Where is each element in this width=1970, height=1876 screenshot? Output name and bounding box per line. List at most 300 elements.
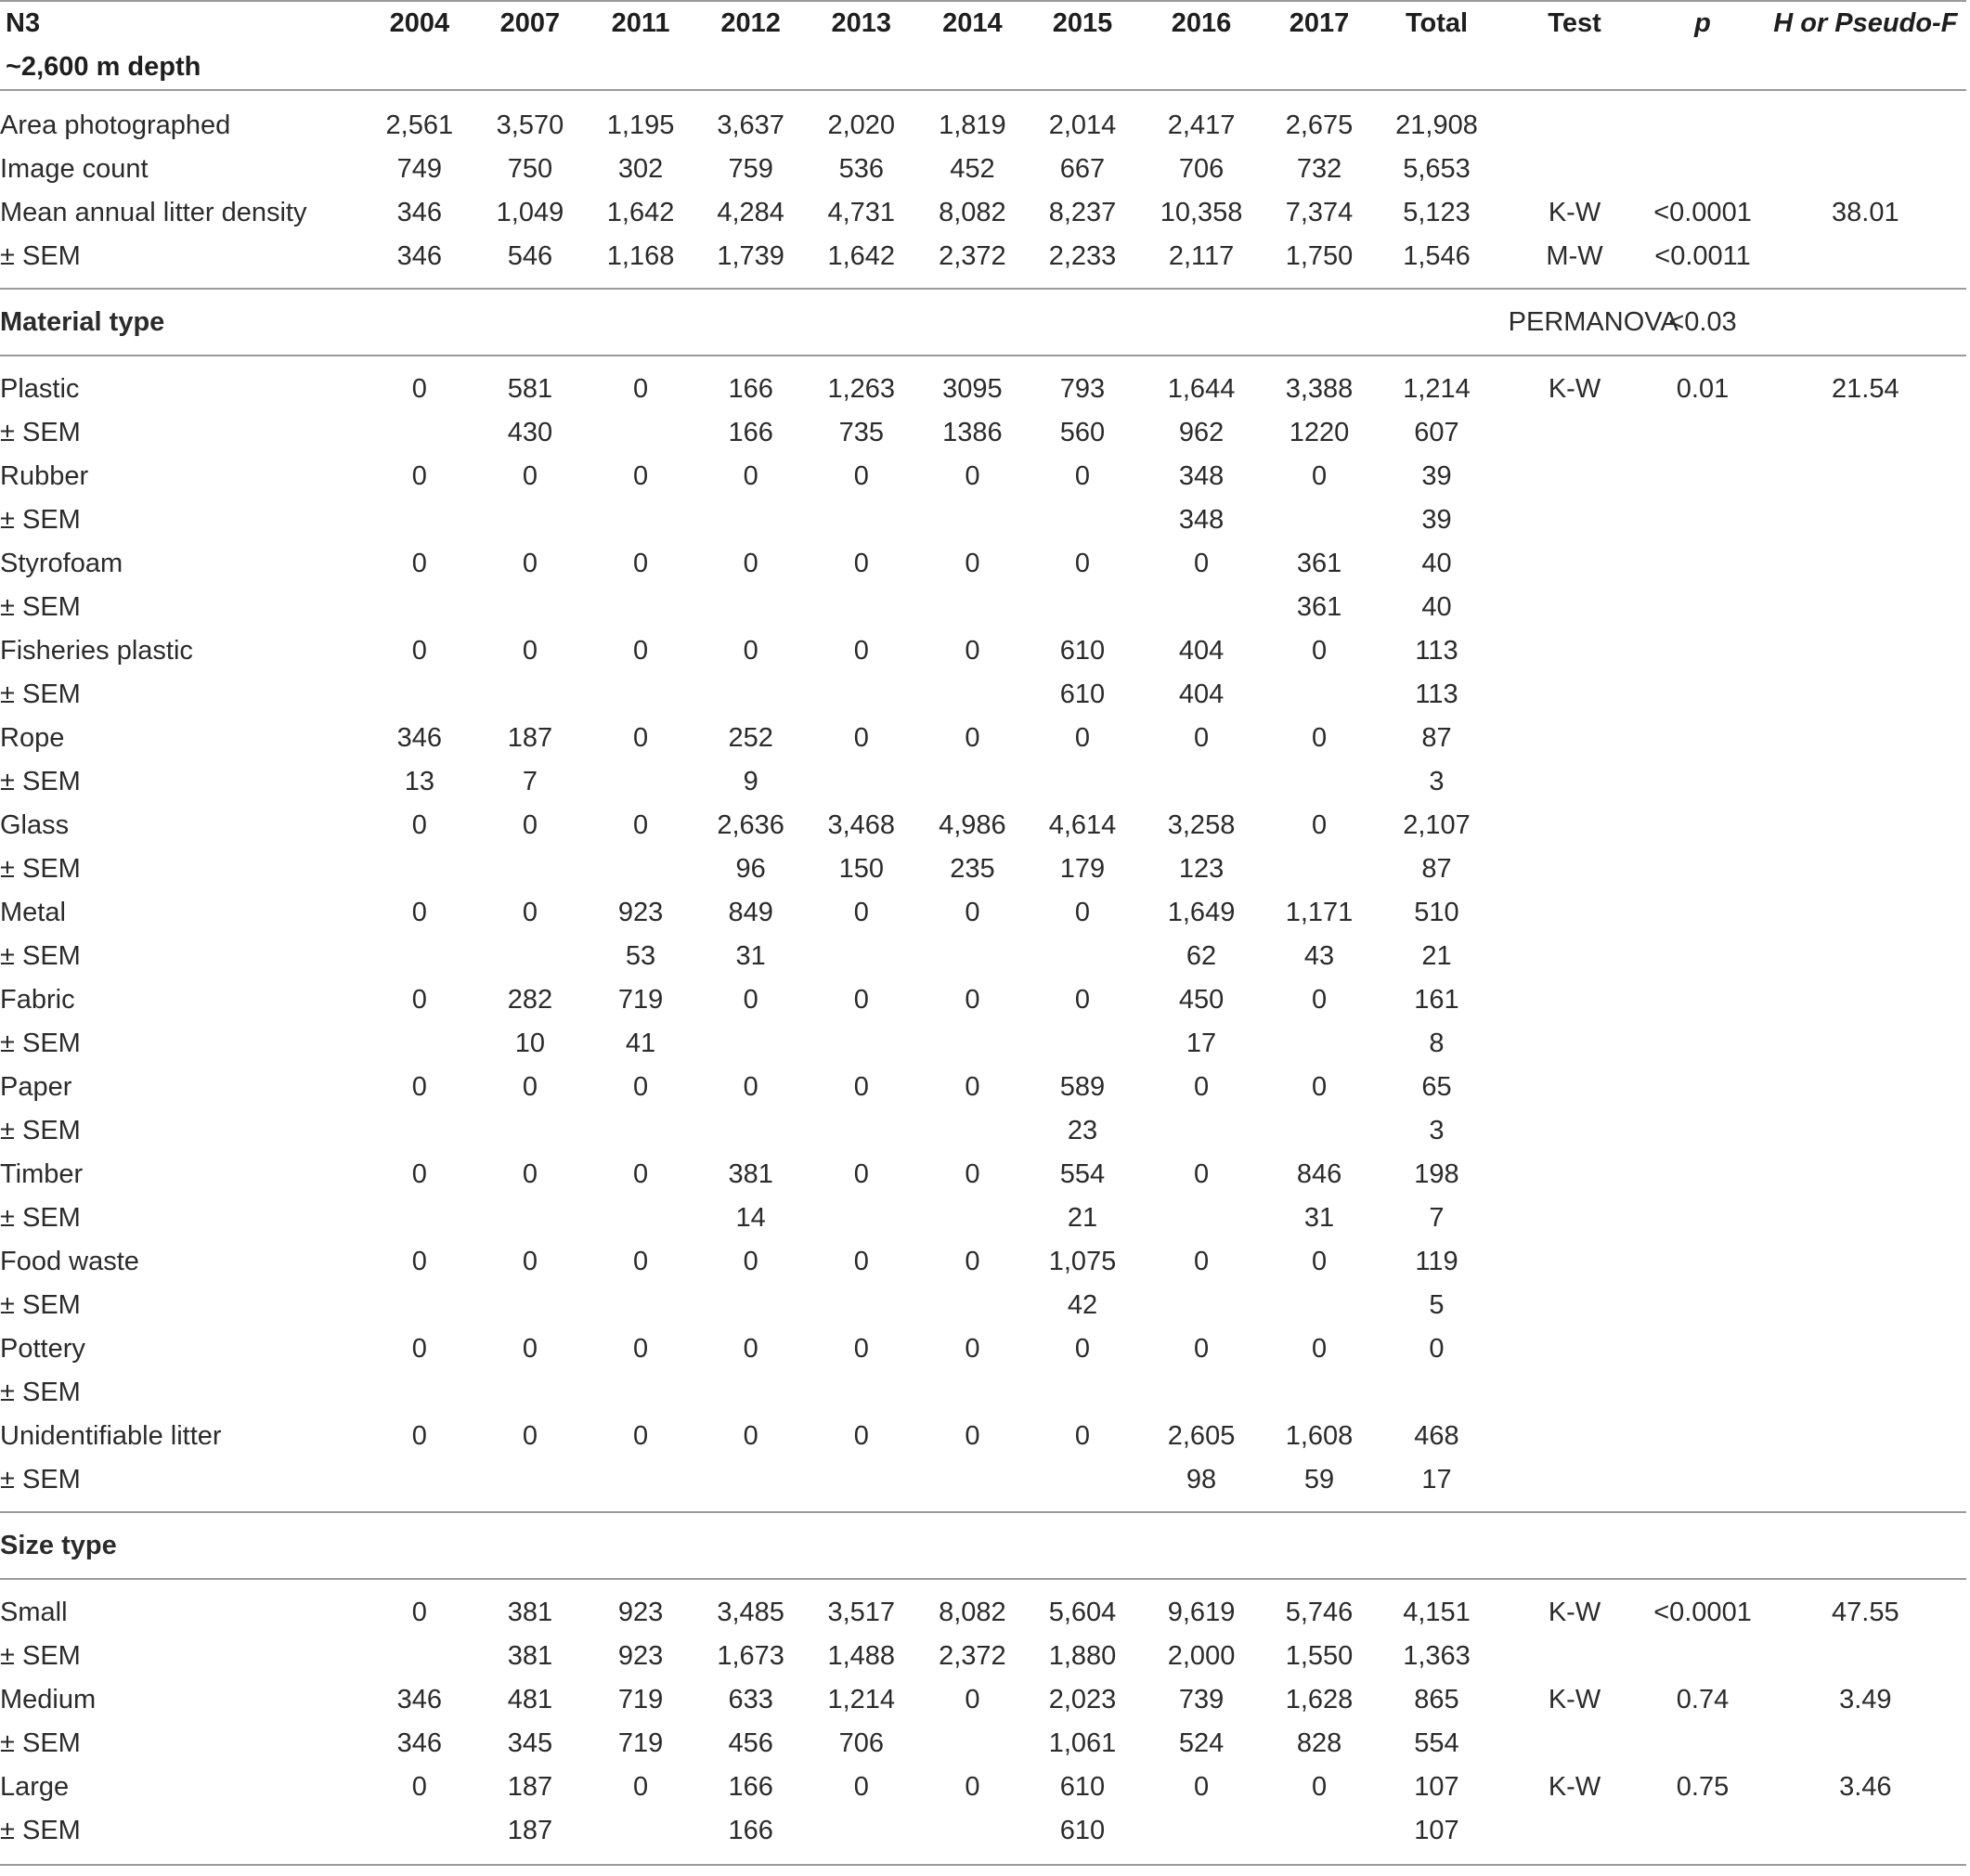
row-label: ± SEM	[0, 854, 81, 884]
test-cell	[1509, 542, 1641, 586]
row-label: Small	[0, 1598, 68, 1627]
total-cell: 0	[1429, 1334, 1445, 1364]
value-cell	[909, 1458, 1035, 1512]
value-cell: 2,372	[939, 1641, 1006, 1671]
table-row	[0, 1197, 1966, 1240]
value-cell: 962	[1178, 418, 1225, 447]
h-cell: 21.54	[1832, 374, 1899, 404]
test-cell	[1509, 498, 1641, 542]
value-cell: 0	[1193, 1072, 1210, 1102]
test-cell	[1509, 1109, 1641, 1153]
total-cell: 468	[1414, 1421, 1459, 1451]
test-cell	[1509, 1197, 1641, 1240]
table-row	[0, 1022, 1966, 1066]
table-row	[0, 1635, 1966, 1678]
value-cell	[593, 1109, 688, 1153]
value-cell: 0	[1074, 723, 1091, 753]
value-cell: 0	[522, 1159, 538, 1189]
value-cell: 381	[507, 1598, 553, 1627]
test-cell	[1509, 847, 1641, 891]
value-cell: 235	[950, 854, 995, 884]
material-type-section	[0, 289, 1966, 356]
value-cell: 381	[507, 1641, 553, 1671]
value-cell	[372, 1635, 467, 1678]
section-p	[1640, 1512, 1764, 1579]
row-label: ± SEM	[0, 1809, 372, 1865]
table-row	[0, 1371, 1966, 1415]
h-cell	[1765, 717, 1966, 760]
value-cell: 62	[1186, 941, 1217, 971]
value-cell: 481	[507, 1685, 553, 1714]
h-cell	[1765, 1458, 1966, 1512]
total-cell: 5,653	[1403, 154, 1471, 184]
value-cell: 0	[743, 636, 758, 666]
value-cell	[688, 1022, 813, 1066]
section-label: Size type	[0, 1512, 1509, 1579]
value-cell: 3,517	[827, 1598, 896, 1627]
value-cell: 0	[965, 723, 980, 753]
total-cell: 113	[1415, 636, 1458, 666]
total-cell: 865	[1414, 1685, 1459, 1714]
value-cell: 4,731	[827, 198, 896, 227]
value-cell	[1274, 847, 1366, 891]
value-cell: 0	[853, 1159, 869, 1189]
value-cell	[1274, 1109, 1366, 1153]
value-cell: 0	[853, 723, 869, 753]
value-cell: 1,750	[1285, 241, 1354, 271]
value-cell	[372, 586, 467, 629]
total-cell: 1,546	[1403, 241, 1471, 271]
p-cell	[1640, 1066, 1764, 1109]
value-cell: 345	[507, 1728, 553, 1758]
value-cell: 524	[1178, 1728, 1225, 1758]
value-cell	[813, 1109, 909, 1153]
value-cell: 282	[507, 985, 553, 1015]
row-label: ± SEM	[0, 505, 81, 535]
value-cell: 10,358	[1160, 198, 1243, 227]
value-cell: 0	[1074, 1421, 1091, 1451]
value-cell	[1274, 673, 1366, 717]
value-cell: 1,642	[606, 198, 675, 227]
value-cell: 0	[411, 636, 427, 666]
p-cell	[1640, 455, 1764, 498]
value-cell: 0	[853, 461, 869, 491]
row-label: ± SEM	[0, 1641, 81, 1671]
h-cell: 3.49	[1839, 1685, 1892, 1714]
value-cell: 749	[396, 154, 443, 184]
p-cell	[1640, 1415, 1764, 1458]
year-header: 2015	[1052, 8, 1113, 38]
value-cell: 187	[507, 1772, 553, 1802]
value-cell	[688, 1371, 813, 1415]
value-cell: 0	[1311, 1334, 1328, 1364]
test-cell: K-W	[1548, 1772, 1601, 1802]
value-cell: 348	[1178, 505, 1225, 535]
value-cell	[813, 498, 909, 542]
value-cell: 0	[1193, 1247, 1210, 1276]
value-cell: 793	[1059, 374, 1106, 404]
year-header: 2014	[942, 8, 1003, 38]
table-row	[0, 629, 1966, 673]
value-cell: 187	[467, 1809, 593, 1865]
value-cell: 0	[1074, 898, 1091, 927]
total-cell: 87	[1421, 854, 1452, 884]
total-cell: 1,363	[1403, 1641, 1471, 1671]
value-cell	[1274, 760, 1366, 804]
test-cell	[1509, 455, 1641, 498]
value-cell	[1129, 1197, 1273, 1240]
table-row	[0, 1153, 1966, 1197]
value-cell	[909, 1371, 1035, 1415]
h-cell	[1765, 498, 1966, 542]
p-cell	[1640, 498, 1764, 542]
value-cell: 346	[396, 241, 443, 271]
value-cell: 4,614	[1048, 810, 1117, 840]
value-cell: 1,214	[827, 1685, 896, 1714]
test-cell	[1509, 411, 1641, 455]
value-cell: 828	[1296, 1728, 1342, 1758]
value-cell	[372, 1809, 467, 1865]
value-cell: 0	[965, 461, 980, 491]
total-cell: 107	[1365, 1809, 1508, 1865]
value-cell: 0	[1311, 985, 1328, 1015]
row-label: Glass	[0, 810, 70, 840]
value-cell: 0	[522, 549, 538, 578]
value-cell	[688, 1284, 813, 1327]
test-cell: M-W	[1546, 241, 1603, 271]
p-cell: <0.0001	[1653, 198, 1752, 227]
total-cell: 5	[1429, 1290, 1445, 1320]
value-cell: 633	[728, 1685, 773, 1714]
value-cell: 0	[1074, 985, 1091, 1015]
test-cell	[1509, 1415, 1641, 1458]
value-cell	[1274, 1284, 1366, 1327]
value-cell: 0	[632, 1421, 649, 1451]
value-cell	[813, 1022, 909, 1066]
value-cell: 404	[1178, 636, 1225, 666]
value-cell: 0	[522, 461, 538, 491]
test-cell	[1509, 629, 1641, 673]
value-cell	[909, 1284, 1035, 1327]
h-cell	[1765, 1635, 1966, 1678]
value-cell: 0	[522, 1421, 538, 1451]
value-cell: 0	[743, 1072, 758, 1102]
value-cell: 732	[1296, 154, 1342, 184]
value-cell: 2,023	[1048, 1685, 1117, 1714]
value-cell	[372, 935, 467, 978]
test-cell	[1509, 148, 1641, 191]
value-cell: 166	[688, 1809, 813, 1865]
value-cell: 0	[743, 461, 758, 491]
value-cell: 9,619	[1167, 1598, 1236, 1627]
value-cell	[593, 411, 688, 455]
value-cell	[909, 1197, 1035, 1240]
row-label: ± SEM	[0, 592, 81, 622]
value-cell: 1,550	[1285, 1641, 1354, 1671]
h-cell: 47.55	[1832, 1598, 1899, 1627]
h-cell	[1765, 1066, 1966, 1109]
h-cell	[1765, 1240, 1966, 1284]
value-cell: 0	[1074, 461, 1091, 491]
table-row	[0, 760, 1966, 804]
value-cell	[1036, 586, 1130, 629]
total-cell: 198	[1414, 1159, 1459, 1189]
h-cell	[1765, 586, 1966, 629]
value-cell	[1129, 1109, 1273, 1153]
row-label: Styrofoam	[0, 549, 123, 578]
value-cell: 166	[728, 374, 773, 404]
p-cell	[1640, 1284, 1764, 1327]
value-cell: 0	[522, 810, 538, 840]
table-row	[0, 978, 1966, 1022]
value-cell: 0	[743, 985, 758, 1015]
value-cell: 849	[728, 898, 773, 927]
value-cell: 0	[743, 1421, 758, 1451]
row-label: Food waste	[0, 1247, 139, 1276]
test-cell	[1509, 1809, 1641, 1865]
test-cell	[1509, 1327, 1641, 1371]
value-cell	[813, 1284, 909, 1327]
value-cell: 0	[965, 898, 980, 927]
h-cell	[1765, 804, 1966, 847]
value-cell: 96	[735, 854, 766, 884]
row-label: Rope	[0, 723, 65, 753]
value-cell: 9	[743, 767, 758, 796]
value-cell: 610	[1036, 1809, 1130, 1865]
value-cell: 179	[1059, 854, 1106, 884]
total-cell: 21,908	[1395, 110, 1478, 140]
p-cell: 0.75	[1676, 1772, 1730, 1802]
value-cell: 750	[507, 154, 553, 184]
test-cell	[1509, 1022, 1641, 1066]
value-cell: 13	[404, 767, 434, 796]
value-cell	[593, 1458, 688, 1512]
value-cell	[372, 1109, 467, 1153]
value-cell: 31	[1303, 1203, 1335, 1233]
value-cell: 0	[411, 810, 427, 840]
value-cell: 719	[617, 985, 664, 1015]
value-cell: 150	[838, 854, 884, 884]
table-row	[0, 1240, 1966, 1284]
value-cell	[1274, 498, 1366, 542]
test-cell	[1509, 760, 1641, 804]
value-cell	[593, 1809, 688, 1865]
value-cell: 346	[396, 198, 443, 227]
value-cell: 536	[838, 154, 884, 184]
value-cell: 31	[735, 941, 766, 971]
value-cell	[1036, 498, 1130, 542]
section-test: PERMANOVA	[1509, 289, 1641, 356]
value-cell	[593, 760, 688, 804]
p-cell	[1640, 1022, 1764, 1066]
value-cell: 2,233	[1048, 241, 1117, 271]
value-cell: 0	[632, 549, 649, 578]
value-cell	[467, 1109, 593, 1153]
total-cell: 21	[1421, 941, 1452, 971]
value-cell	[372, 1197, 467, 1240]
p-cell	[1640, 847, 1764, 891]
total-cell: 87	[1421, 723, 1452, 753]
value-cell: 0	[632, 1334, 649, 1364]
row-label: ± SEM	[0, 767, 81, 796]
row-label: ± SEM	[0, 1465, 81, 1494]
value-cell: 1,880	[1048, 1641, 1117, 1671]
value-cell: 1,644	[1167, 374, 1236, 404]
table-row	[0, 1066, 1966, 1109]
value-cell: 667	[1059, 154, 1106, 184]
value-cell: 346	[396, 723, 443, 753]
value-cell: 361	[1296, 549, 1342, 578]
test-cell	[1509, 1153, 1641, 1197]
value-cell	[1129, 1371, 1273, 1415]
h-cell	[1765, 1809, 1966, 1865]
section-p: <0.03	[1640, 289, 1764, 356]
year-header: 2011	[611, 8, 670, 38]
value-cell	[813, 1197, 909, 1240]
value-cell: 589	[1059, 1072, 1106, 1102]
h-cell	[1765, 1371, 1966, 1415]
value-cell: 10	[514, 1029, 546, 1058]
value-cell: 0	[1193, 549, 1210, 578]
value-cell	[1036, 1022, 1130, 1066]
p-cell	[1640, 760, 1764, 804]
value-cell: 8,082	[939, 198, 1006, 227]
value-cell	[909, 673, 1035, 717]
value-cell: 0	[411, 898, 427, 927]
value-cell: 0	[743, 1247, 758, 1276]
total-cell: 17	[1421, 1465, 1452, 1494]
total-cell: 607	[1414, 418, 1459, 447]
value-cell: 1,673	[717, 1641, 784, 1671]
test-cell: K-W	[1548, 1598, 1601, 1627]
value-cell: 0	[632, 810, 649, 840]
value-cell	[909, 1022, 1035, 1066]
table-row	[0, 891, 1966, 935]
value-cell: 14	[735, 1203, 766, 1233]
total-cell	[1365, 1371, 1508, 1415]
h-cell: 38.01	[1832, 198, 1899, 227]
table-row	[0, 1579, 1966, 1635]
row-label: Plastic	[0, 374, 80, 404]
value-cell: 0	[1193, 1334, 1210, 1364]
p-cell	[1640, 978, 1764, 1022]
value-cell: 610	[1059, 679, 1106, 709]
year-header: 2007	[499, 8, 561, 38]
h-cell	[1765, 935, 1966, 978]
p-cell	[1640, 90, 1764, 148]
h-cell	[1765, 978, 1966, 1022]
table-row	[0, 673, 1966, 717]
row-label: ± SEM	[0, 941, 81, 971]
value-cell	[1036, 760, 1130, 804]
value-cell: 923	[617, 1598, 664, 1627]
test-cell: K-W	[1548, 198, 1601, 227]
total-cell: 40	[1421, 549, 1452, 578]
value-cell	[688, 1109, 813, 1153]
value-cell: 0	[411, 1598, 427, 1627]
value-cell	[1036, 1458, 1130, 1512]
value-cell: 381	[728, 1159, 773, 1189]
value-cell: 430	[507, 418, 553, 447]
value-cell: 1,649	[1167, 898, 1236, 927]
value-cell: 0	[411, 461, 427, 491]
value-cell	[467, 1284, 593, 1327]
table-body	[0, 90, 1966, 1865]
test-cell	[1509, 1284, 1641, 1327]
row-label: ± SEM	[0, 679, 81, 709]
test-cell	[1509, 891, 1641, 935]
value-cell: 2,372	[939, 241, 1006, 271]
value-cell: 706	[1178, 154, 1225, 184]
value-cell	[1129, 1284, 1273, 1327]
p-cell	[1640, 1635, 1764, 1678]
value-cell: 17	[1186, 1029, 1217, 1058]
p-cell	[1640, 148, 1764, 191]
value-cell	[467, 847, 593, 891]
year-header: 2013	[831, 8, 892, 38]
value-cell: 0	[522, 1247, 538, 1276]
value-cell: 2,636	[717, 810, 784, 840]
table-row	[0, 411, 1966, 455]
value-cell: 610	[1059, 1772, 1106, 1802]
value-cell: 0	[632, 1247, 649, 1276]
value-cell	[372, 1022, 467, 1066]
total-cell: 113	[1415, 679, 1458, 709]
row-label: ± SEM	[0, 1290, 81, 1320]
value-cell: 610	[1059, 636, 1106, 666]
value-cell: 166	[728, 418, 773, 447]
value-cell: 1,488	[827, 1641, 896, 1671]
value-cell	[688, 1458, 813, 1512]
total-cell: 1,214	[1403, 374, 1471, 404]
value-cell: 302	[617, 154, 664, 184]
value-cell	[1274, 1371, 1366, 1415]
value-cell: 252	[728, 723, 773, 753]
value-cell: 1,628	[1285, 1685, 1354, 1714]
value-cell: 0	[965, 1159, 980, 1189]
value-cell	[467, 673, 593, 717]
row-label: ± SEM	[0, 1116, 81, 1145]
table-row	[0, 1284, 1966, 1327]
value-cell: 739	[1178, 1685, 1225, 1714]
p-cell	[1640, 891, 1764, 935]
value-cell	[1129, 1809, 1273, 1865]
value-cell: 2,605	[1167, 1421, 1236, 1451]
row-label: ± SEM	[0, 1378, 81, 1407]
total-cell: 65	[1421, 1072, 1452, 1102]
value-cell: 41	[625, 1029, 656, 1058]
value-cell: 0	[1193, 1159, 1210, 1189]
h-cell	[1765, 1415, 1966, 1458]
value-cell: 0	[1193, 1772, 1210, 1802]
value-cell: 4,284	[717, 198, 784, 227]
section-test	[1509, 1512, 1641, 1579]
value-cell: 7,374	[1285, 198, 1354, 227]
year-header: 2016	[1171, 8, 1232, 38]
value-cell: 0	[1074, 549, 1091, 578]
value-cell: 98	[1186, 1465, 1217, 1494]
value-cell: 2,014	[1048, 110, 1117, 140]
value-cell: 2,117	[1168, 241, 1235, 271]
table-row	[0, 191, 1966, 235]
value-cell	[688, 586, 813, 629]
total-cell: 3	[1429, 1116, 1445, 1145]
h-cell	[1765, 455, 1966, 498]
station-header	[0, 1, 372, 90]
value-cell	[467, 1458, 593, 1512]
value-cell	[467, 935, 593, 978]
value-cell: 2,020	[827, 110, 896, 140]
